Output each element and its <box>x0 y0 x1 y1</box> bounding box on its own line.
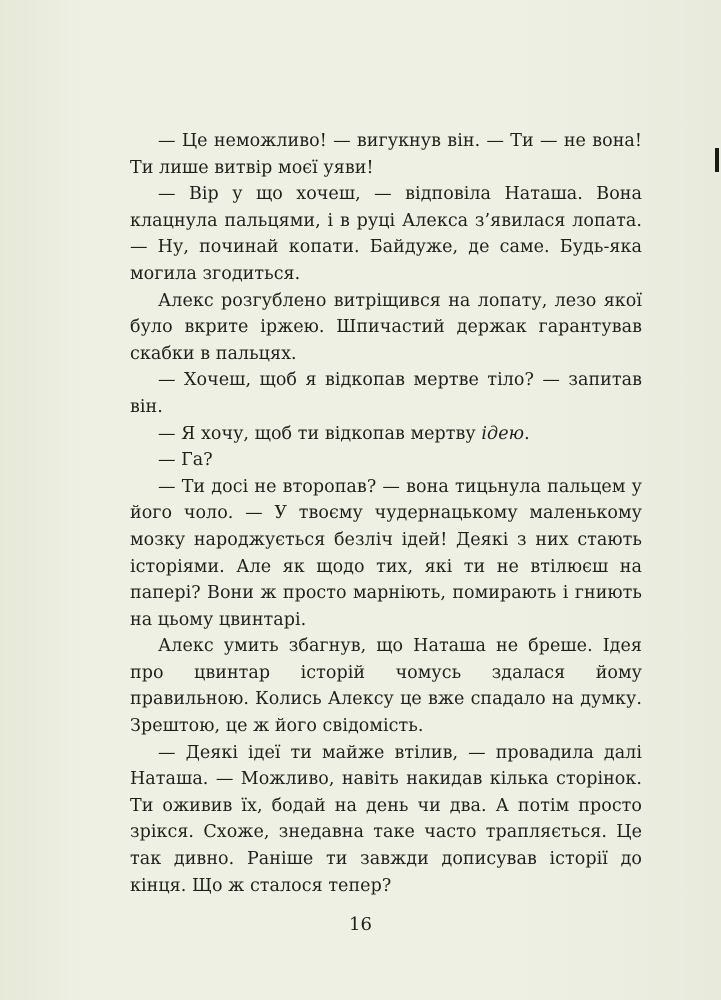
paragraph-5-end: . <box>524 423 530 444</box>
paragraph-9: — Деякі ідеї ти майже втілив, — провадила далі Наташа. — Можливо, навіть накидав кілька сторінок. Ти оживив їх, бодай на день чи два. А потім просто зрікся. Схоже, знедавна таке часто трапляється. Це так дивно. Раніше ти завжди дописував історії до кінця. Що ж сталося тепер? <box>130 742 642 896</box>
paragraph-2: — Вір у що хочеш, — відповіла Наташа. Вона клацнула пальцями, і в руці Алекса з’явилася лопата. — Ну, починай копати. Байдуже, де саме. Будь-яка могила згодиться. <box>130 184 642 284</box>
paragraph-4: — Хочеш, щоб я відкопав мертве тіло? — запитав він. <box>130 370 642 417</box>
page-text <box>130 128 642 899</box>
paragraph-8: Алекс умить збагнув, що Наташа не бреше. Ідея про цвинтар історій чомусь здалася йому правильною. Колись Алексу це вже спадало на думку. Зрештою, це ж його свідомість. <box>130 636 642 737</box>
page-edge-mark <box>715 148 719 172</box>
page-number: 16 <box>349 914 372 935</box>
paragraph-1: — Це неможливо! — вигукнув він. — Ти — не вона! Ти лише витвір моєї уяви! <box>130 131 642 178</box>
paragraph-7: — Ти досі не второпав? — вона тицьнула пальцем у його чоло. — У твоєму чудернацькому маленькому мозку народжується безліч ідей! Деякі з них стають історіями. Але як щодо тих, які ти не втілюєш на папері? Вони ж просто марніють, помирають і гниють на цьому цвинтарі. <box>130 476 642 630</box>
paragraph-5-text: — Я хочу, щоб ти відкопав мертву <box>158 423 482 444</box>
paragraph-6: — Га? <box>158 450 213 471</box>
paragraph-3: Алекс розгублено витріщився на лопату, лезо якої було вкрите іржею. Шпичастий держак гарантував скабки в пальцях. <box>130 290 642 364</box>
italic-word: ідею <box>481 423 525 444</box>
paragraph-5 <box>130 421 642 448</box>
